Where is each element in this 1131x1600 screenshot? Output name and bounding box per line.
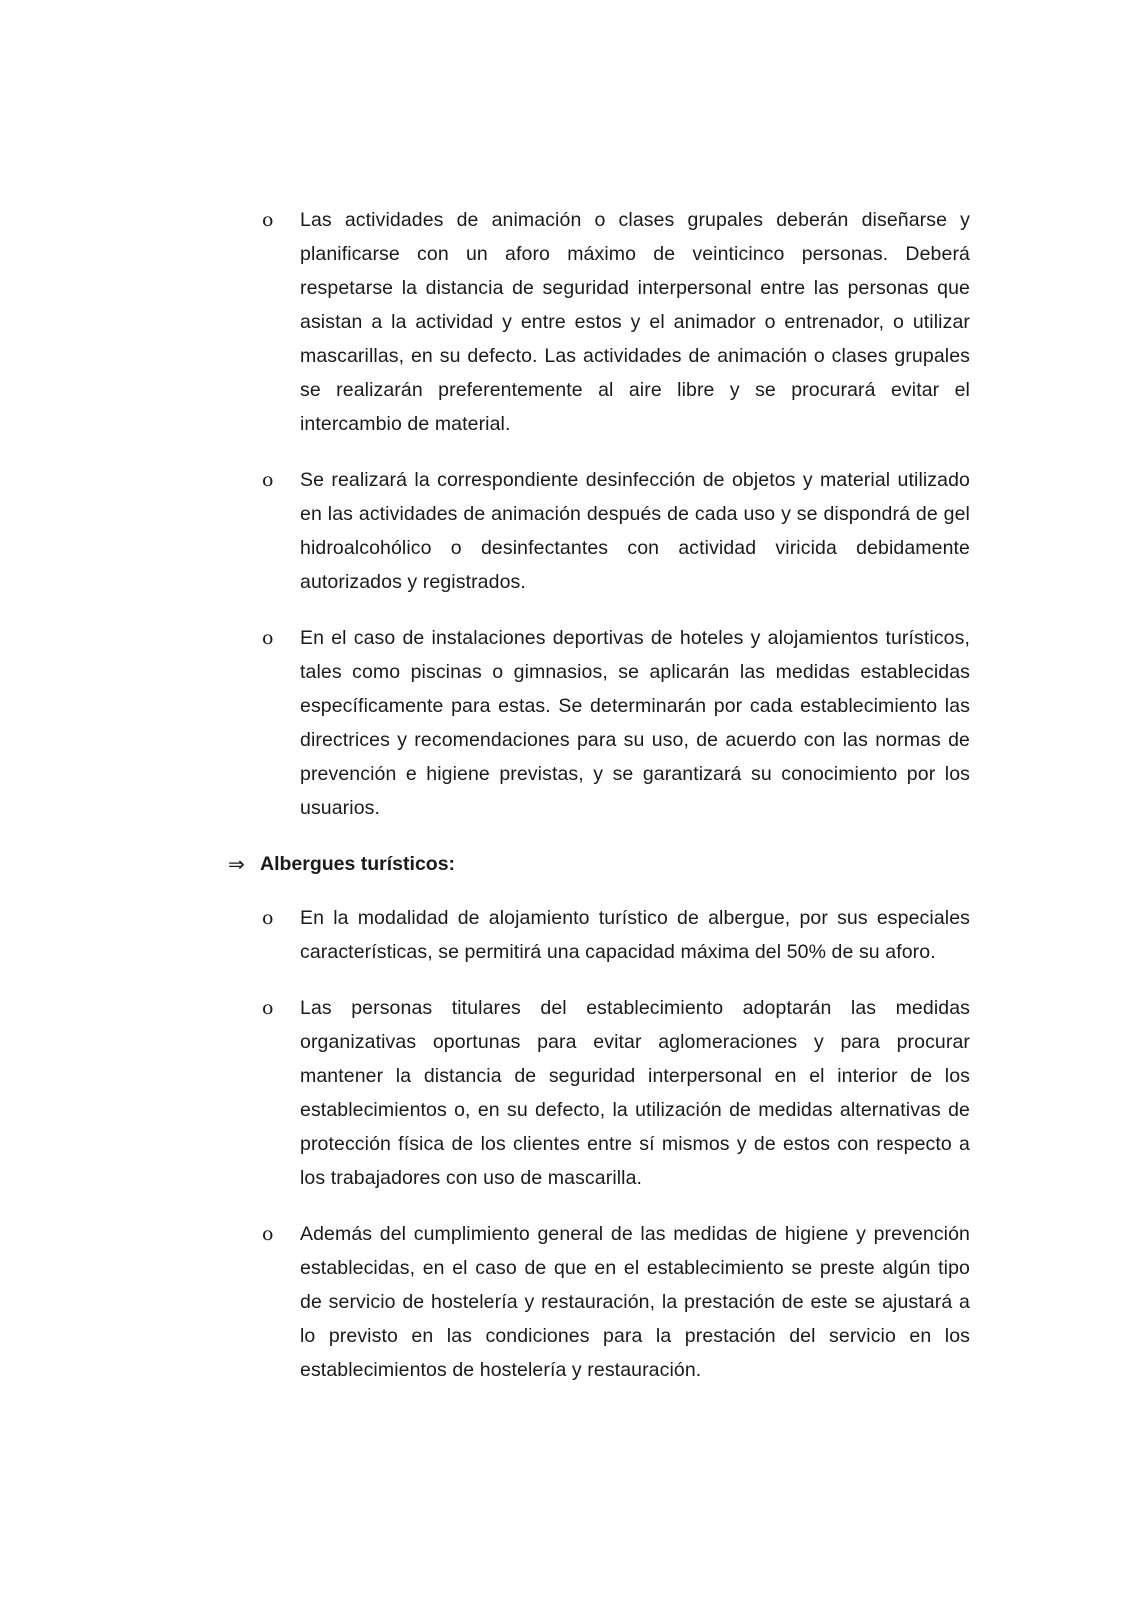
list-item	[228, 203, 970, 441]
list-item-text: Se realizará la correspondiente desinfección de objetos y material utilizado en las actividades de animación después de cada uso y se dispondrá de gel hidroalcohólico o desinfectantes con actividad viricida debidamente autorizados y registrados.	[300, 469, 970, 593]
list-item-text: En la modalidad de alojamiento turístico de albergue, por sus especiales características, se permitirá una capacidad máxima del 50% de su aforo.	[300, 907, 970, 963]
section-heading	[228, 847, 970, 881]
circle-bullet-icon: o	[262, 1223, 274, 1245]
list-item-text: En el caso de instalaciones deportivas de hoteles y alojamientos turísticos, tales como piscinas o gimnasios, se aplicarán las medidas establecidas específicamente para estas. Se determinarán por cada establecimiento las directrices y recomendaciones para su uso, de acuerdo con las normas de prevención e higiene previstas, y se garantizará su conocimiento por los usuarios.	[300, 627, 970, 819]
list-item	[228, 621, 970, 825]
list-item-text: Las actividades de animación o clases grupales deberán diseñarse y planificarse con un aforo máximo de veinticinco personas. Deberá respetarse la distancia de seguridad interpersonal entre las personas que asistan a la actividad y entre estos y el animador o entrenador, o utilizar mascarillas, en su defecto. Las actividades de animación o clases grupales se realizarán preferentemente al aire libre y se procurará evitar el intercambio de material.	[300, 209, 970, 435]
circle-bullet-icon: o	[262, 907, 274, 929]
circle-bullet-icon: o	[262, 627, 274, 649]
section-heading-text: Albergues turísticos:	[260, 853, 456, 875]
list-item	[228, 991, 970, 1195]
circle-bullet-icon: o	[262, 997, 274, 1019]
circle-bullet-icon: o	[262, 209, 274, 231]
list-item	[228, 463, 970, 599]
double-arrow-icon: ⇒	[228, 852, 245, 876]
list-item	[228, 1217, 970, 1387]
circle-bullet-icon: o	[262, 469, 274, 491]
page-content	[228, 203, 970, 1409]
list-item	[228, 901, 970, 969]
list-item-text: Las personas titulares del establecimiento adoptarán las medidas organizativas oportunas para evitar aglomeraciones y para procurar mantener la distancia de seguridad interpersonal en el interior de los establecimientos o, en su defecto, la utilización de medidas alternativas de protección física de los clientes entre sí mismos y de estos con respecto a los trabajadores con uso de mascarilla.	[300, 997, 970, 1189]
list-item-text: Además del cumplimiento general de las medidas de higiene y prevención establecidas, en el caso de que en el establecimiento se preste algún tipo de servicio de hostelería y restauración, la prestación de este se ajustará a lo previsto en las condiciones para la prestación del servicio en los establecimientos de hostelería y restauración.	[300, 1223, 970, 1381]
